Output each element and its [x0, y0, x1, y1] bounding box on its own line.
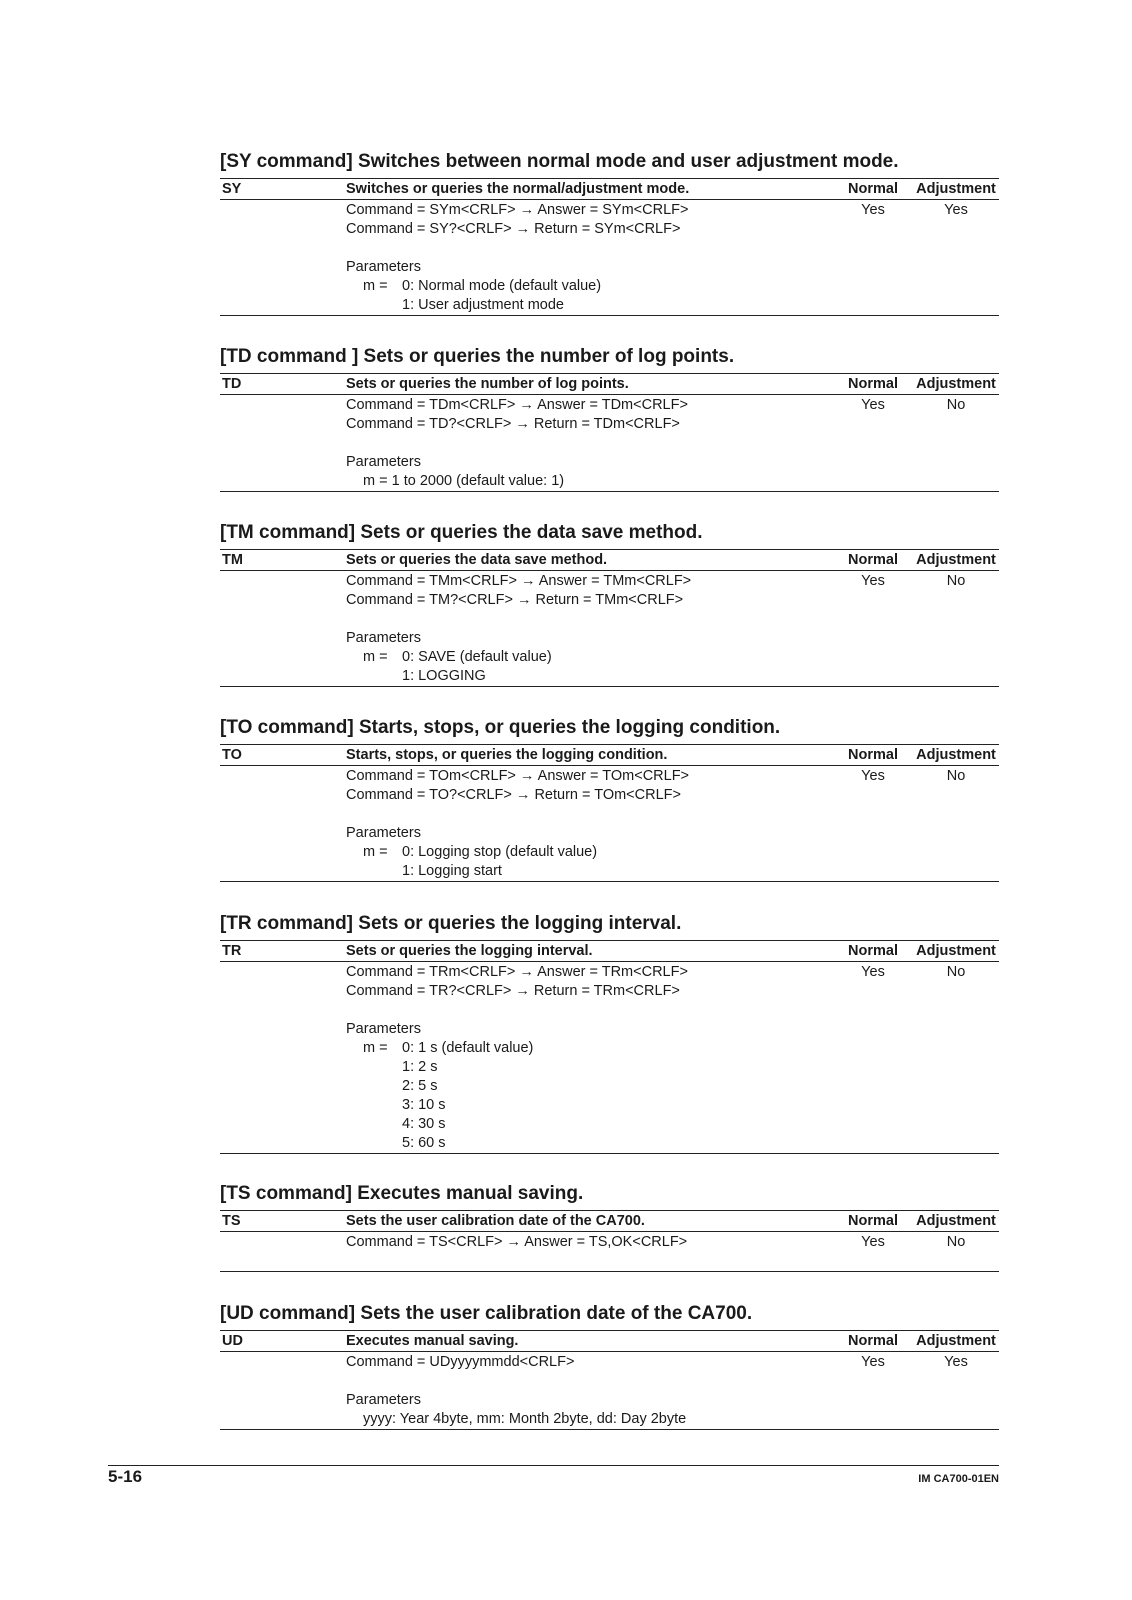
section-title: [UD command] Sets the user calibration date of the CA700.	[220, 1303, 753, 1324]
parameter-row: m = 1 to 2000 (default value: 1)	[363, 473, 565, 489]
command-line: Command = TDm<CRLF> → Answer = TDm<CRLF>	[346, 397, 688, 413]
command-code: TR	[222, 943, 242, 959]
parameter-row: 1: Logging start	[402, 863, 502, 879]
command-code: TD	[222, 376, 242, 392]
command-line: Command = TR?<CRLF> → Return = TRm<CRLF>	[346, 983, 680, 999]
command-description: Starts, stops, or queries the logging condition.	[346, 747, 668, 763]
table-header-row	[220, 941, 999, 962]
command-line: Command = TD?<CRLF> → Return = TDm<CRLF>	[346, 416, 680, 432]
table-body-row	[220, 395, 999, 491]
command-table	[220, 373, 999, 492]
parameter-row: 1: LOGGING	[402, 668, 486, 684]
parameter-row: yyyy: Year 4byte, mm: Month 2byte, dd: Day 2byte	[363, 1411, 687, 1427]
adjustment-column-header: Adjustment	[916, 181, 996, 197]
parameters-label: Parameters	[346, 1392, 421, 1408]
section-sy	[220, 150, 999, 316]
command-code: SY	[222, 181, 242, 197]
footer-divider	[108, 1465, 999, 1466]
page-number: 5-16	[108, 1467, 143, 1486]
normal-value: Yes	[861, 397, 885, 413]
normal-column-header: Normal	[848, 747, 898, 763]
parameter-row: 3: 10 s	[402, 1097, 446, 1113]
adjustment-column-header: Adjustment	[916, 552, 996, 568]
command-line: Command = SYm<CRLF> → Answer = SYm<CRLF>	[346, 202, 689, 218]
table-header-row	[220, 745, 999, 766]
command-description: Switches or queries the normal/adjustment mode.	[346, 181, 690, 197]
command-line: Command = TRm<CRLF> → Answer = TRm<CRLF>	[346, 964, 688, 980]
normal-value: Yes	[861, 1354, 885, 1370]
adjustment-value: No	[946, 397, 966, 413]
parameters-label: Parameters	[346, 259, 421, 275]
normal-column-header: Normal	[848, 1333, 898, 1349]
adjustment-column-header: Adjustment	[916, 943, 996, 959]
parameter-row: m = 0: 1 s (default value)	[363, 1040, 534, 1056]
adjustment-value: No	[946, 573, 966, 589]
table-header-row	[220, 374, 999, 395]
adjustment-column-header: Adjustment	[916, 1213, 996, 1229]
section-tm	[220, 521, 999, 687]
normal-column-header: Normal	[848, 181, 898, 197]
table-header-row	[220, 1331, 999, 1352]
section-title: [TD command ] Sets or queries the number of log points.	[220, 346, 735, 367]
adjustment-value: No	[946, 768, 966, 784]
command-description: Sets or queries the number of log points.	[346, 376, 629, 392]
table-body-row	[220, 200, 999, 315]
table-body-row	[220, 766, 999, 881]
section-title: [TM command] Sets or queries the data save method.	[220, 522, 703, 543]
parameter-row: m = 0: Logging stop (default value)	[363, 844, 598, 860]
adjustment-value: No	[946, 964, 966, 980]
normal-column-header: Normal	[848, 552, 898, 568]
command-table	[220, 744, 999, 882]
command-line: Command = TMm<CRLF> → Answer = TMm<CRLF>	[346, 573, 692, 589]
adjustment-value: Yes	[944, 202, 968, 218]
normal-value: Yes	[861, 1234, 885, 1250]
table-body-row	[220, 571, 999, 686]
section-tr	[220, 912, 999, 1154]
parameter-row: 1: User adjustment mode	[402, 297, 564, 313]
adjustment-value: No	[946, 1234, 966, 1250]
section-ud	[220, 1302, 999, 1430]
normal-column-header: Normal	[848, 943, 898, 959]
command-line: Command = TM?<CRLF> → Return = TMm<CRLF>	[346, 592, 684, 608]
command-description: Executes manual saving.	[346, 1333, 519, 1349]
document-id: IM CA700-01EN	[918, 1473, 999, 1485]
section-title: [TS command] Executes manual saving.	[220, 1183, 584, 1204]
command-table	[220, 940, 999, 1154]
adjustment-value: Yes	[944, 1354, 968, 1370]
section-title: [SY command] Switches between normal mode and user adjustment mode.	[220, 151, 899, 172]
section-to	[220, 716, 999, 882]
parameters-label: Parameters	[346, 825, 421, 841]
table-header-row	[220, 179, 999, 200]
command-code: TS	[222, 1213, 241, 1229]
command-description: Sets or queries the data save method.	[346, 552, 608, 568]
parameters-label: Parameters	[346, 1021, 421, 1037]
normal-value: Yes	[861, 768, 885, 784]
command-table	[220, 1330, 999, 1430]
table-header-row	[220, 550, 999, 571]
table-body-row	[220, 962, 999, 1153]
adjustment-column-header: Adjustment	[916, 376, 996, 392]
command-description: Sets the user calibration date of the CA700.	[346, 1213, 645, 1229]
command-code: UD	[222, 1333, 243, 1349]
section-td	[220, 345, 999, 492]
normal-column-header: Normal	[848, 376, 898, 392]
table-header-row	[220, 1211, 999, 1232]
normal-value: Yes	[861, 202, 885, 218]
section-title: [TR command] Sets or queries the logging interval.	[220, 913, 682, 934]
command-code: TM	[222, 552, 243, 568]
adjustment-column-header: Adjustment	[916, 747, 996, 763]
parameters-label: Parameters	[346, 454, 421, 470]
parameter-row: m = 0: SAVE (default value)	[363, 649, 552, 665]
parameter-row: m = 0: Normal mode (default value)	[363, 278, 602, 294]
command-line: Command = TS<CRLF> → Answer = TS,OK<CRLF>	[346, 1234, 688, 1250]
section-title: [TO command] Starts, stops, or queries the logging condition.	[220, 717, 781, 738]
command-code: TO	[222, 747, 242, 763]
table-body-row	[220, 1232, 999, 1271]
command-line: Command = TOm<CRLF> → Answer = TOm<CRLF>	[346, 768, 690, 784]
command-description: Sets or queries the logging interval.	[346, 943, 593, 959]
parameter-row: 2: 5 s	[402, 1078, 438, 1094]
command-line: Command = TO?<CRLF> → Return = TOm<CRLF>	[346, 787, 681, 803]
parameter-row: 1: 2 s	[402, 1059, 438, 1075]
normal-value: Yes	[861, 573, 885, 589]
parameters-label: Parameters	[346, 630, 421, 646]
normal-value: Yes	[861, 964, 885, 980]
section-ts	[220, 1182, 999, 1272]
table-body-row	[220, 1352, 999, 1429]
parameter-row: 5: 60 s	[402, 1135, 446, 1151]
parameter-row: 4: 30 s	[402, 1116, 446, 1132]
command-line: Command = UDyyyymmdd<CRLF>	[346, 1354, 575, 1370]
adjustment-column-header: Adjustment	[916, 1333, 996, 1349]
command-table	[220, 178, 999, 316]
command-line: Command = SY?<CRLF> → Return = SYm<CRLF>	[346, 221, 681, 237]
normal-column-header: Normal	[848, 1213, 898, 1229]
command-table	[220, 549, 999, 687]
command-table	[220, 1210, 999, 1272]
